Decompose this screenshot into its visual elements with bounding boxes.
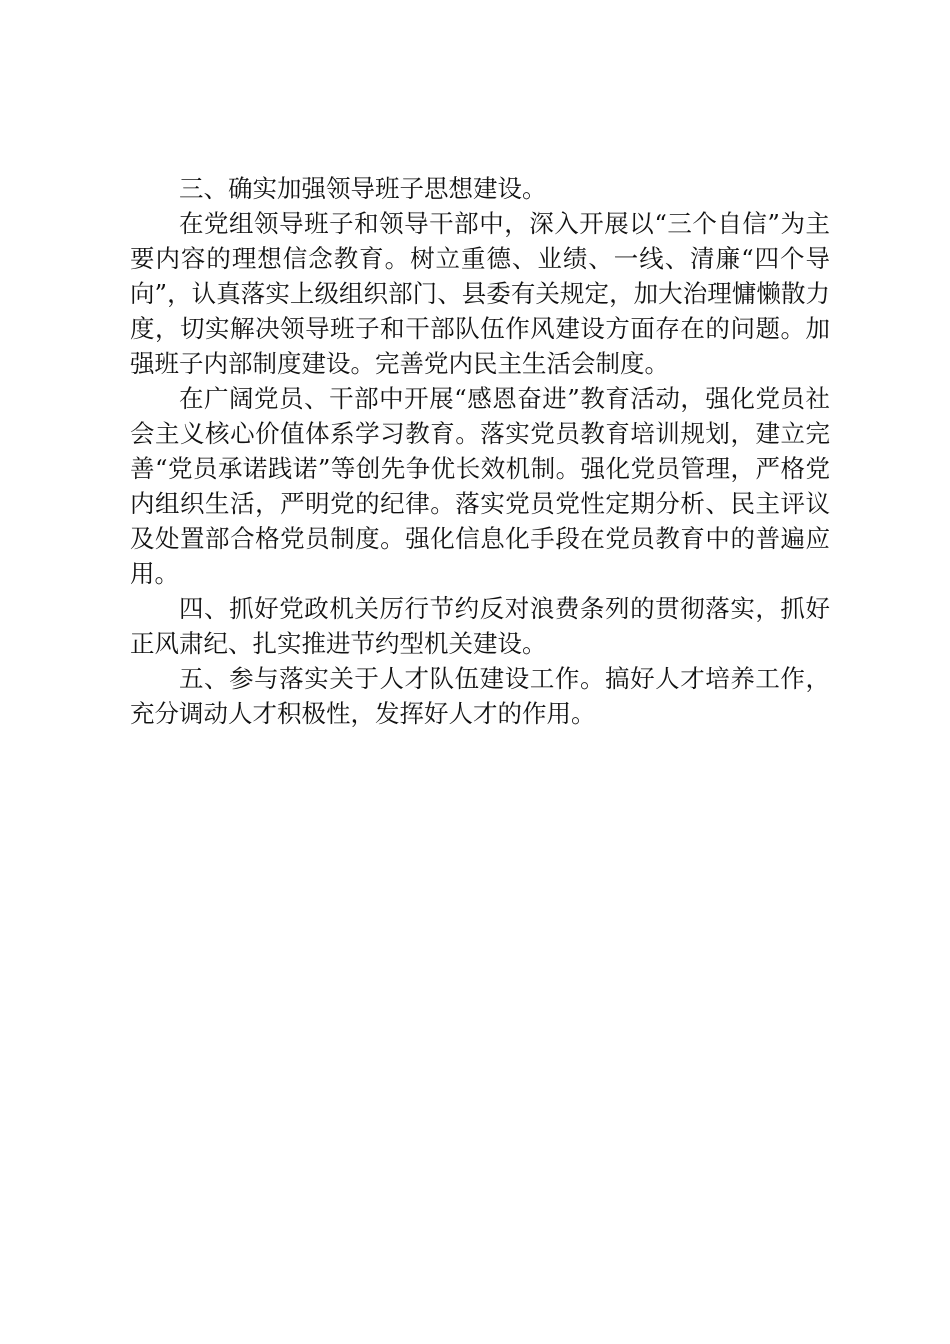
document-body [130, 171, 830, 731]
paragraph-section-three-heading: 三、确实加强领导班子思想建设。 [179, 174, 547, 203]
paragraph-ideals-education: 在党组领导班子和领导干部中，深入开展以“三个自信”为主要内容的理想信念教育。树立重德、业绩、一线、清廉“四个导向”，认真落实上级组织部门、县委有关规定，加大治理慵懒散力度，切实解决领导班子和干部队伍作风建设方面存在的问题。加强班子内部制度建设。完善党内民主生活会制度。 [130, 209, 830, 378]
paragraph-section-five-talent: 五、参与落实关于人才队伍建设工作。搞好人才培养工作，充分调动人才积极性，发挥好人才的作用。 [130, 664, 830, 728]
paragraph-section-four-thrift: 四、抓好党政机关厉行节约反对浪费条列的贯彻落实，抓好正风肃纪、扎实推进节约型机关建设。 [130, 594, 830, 658]
paragraph-gratitude-campaign: 在广阔党员、干部中开展“感恩奋进”教育活动，强化党员社会主义核心价值体系学习教育。落实党员教育培训规划，建立完善“党员承诺践诺”等创先争优长效机制。强化党员管理，严格党内组织生活，严明党的纪律。落实党员党性定期分析、民主评议及处置部合格党员制度。强化信息化手段在党员教育中的普遍应用。 [130, 384, 830, 588]
